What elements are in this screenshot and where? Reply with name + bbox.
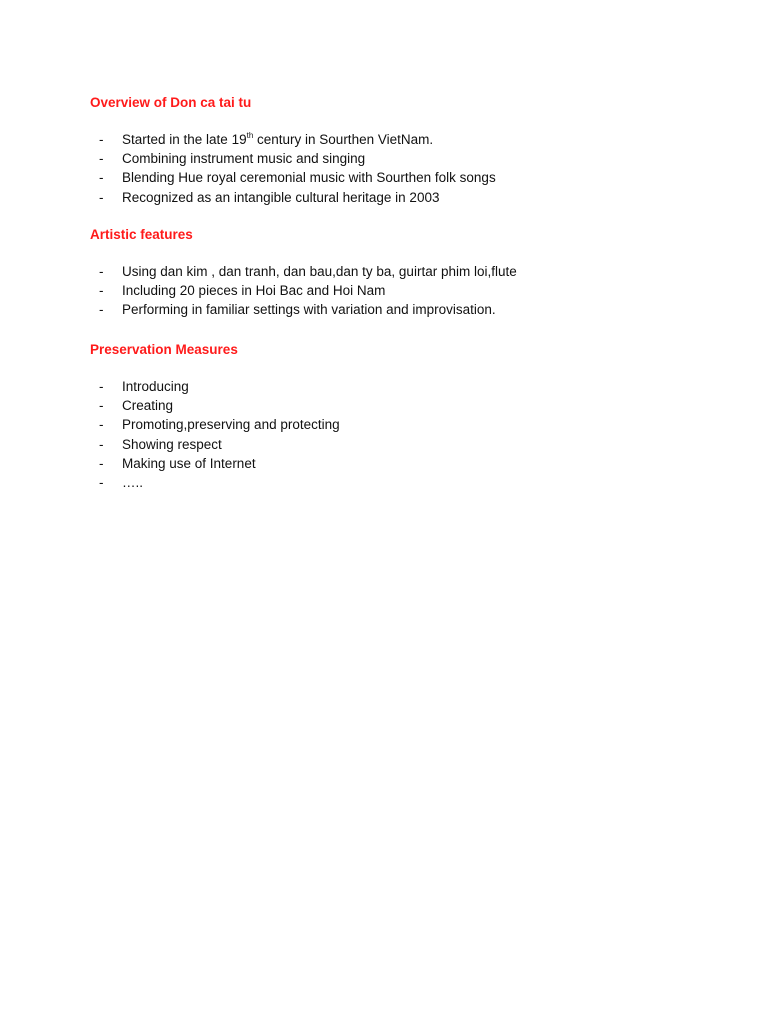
list-item [90,281,690,300]
list-item [90,415,690,434]
dash-bullet: - [99,170,104,186]
dash-bullet: - [99,283,104,299]
list-item [90,149,690,168]
section-artistic-features [90,225,690,320]
dash-bullet: - [99,398,104,414]
list-item [90,454,690,473]
list-item [90,262,690,281]
bullet-list-overview [90,130,690,207]
list-item-text: Combining instrument music and singing [122,151,366,167]
section-preservation-measures [90,340,690,492]
list-item-text: Including 20 pieces in Hoi Bac and Hoi Nam [122,283,386,299]
list-item [90,435,690,454]
list-item-text: Making use of Internet [122,455,256,471]
list-item-text: Started in the late 19th century in Sourthen VietNam. [122,131,434,147]
list-item [90,130,690,149]
list-item [90,168,690,187]
dash-bullet: - [99,132,104,147]
list-item-text: Showing respect [122,436,222,452]
list-item [90,473,690,492]
dash-bullet: - [99,474,104,490]
list-item-text: Using dan kim , dan tranh, dan bau,dan ty ba, guirtar phim loi,flute [122,264,517,279]
dash-bullet: - [99,455,104,471]
list-item [90,377,690,396]
dash-bullet: - [99,436,104,452]
list-item [90,300,690,319]
list-item-text: ….. [122,474,144,490]
section-heading-overview: Overview of Don ca tai tu [90,95,252,110]
list-item-text: Creating [122,398,174,414]
list-item-text: Promoting,preserving and protecting [122,417,340,433]
list-item [90,396,690,415]
bullet-list-preservation-measures [90,377,690,492]
list-item [90,188,690,207]
section-heading-artistic-features: Artistic features [90,227,193,242]
superscript-ordinal: th [246,131,254,140]
list-item-text: Blending Hue royal ceremonial music with Sourthen folk songs [122,170,496,186]
dash-bullet: - [99,417,104,433]
dash-bullet: - [99,189,104,205]
dash-bullet: - [99,302,104,318]
dash-bullet: - [99,151,104,167]
section-heading-preservation-measures: Preservation Measures [90,342,238,357]
list-item-text: Recognized as an intangible cultural heritage in 2003 [122,189,440,205]
dash-bullet: - [99,379,104,394]
list-item-text: Introducing [122,379,189,394]
dash-bullet: - [99,264,104,279]
section-overview [90,93,690,207]
list-item-text: Performing in familiar settings with variation and improvisation. [122,302,496,318]
bullet-list-artistic-features [90,262,690,320]
